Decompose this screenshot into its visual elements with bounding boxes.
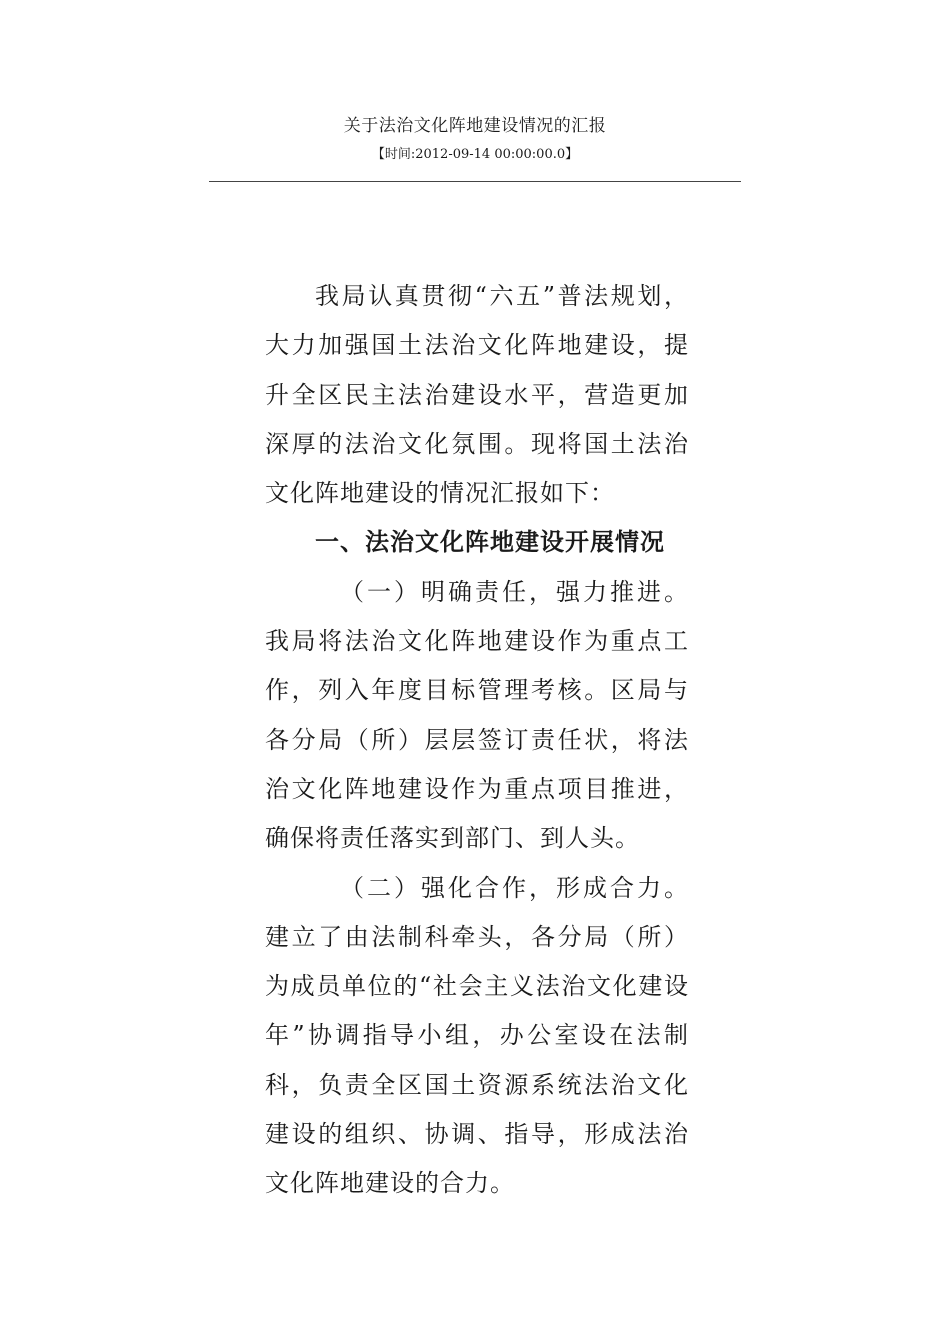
item-paragraph-2: （二）强化合作，形成合力。建立了由法制科牵头，各分局（所）为成员单位的“社会主义法治文化建设年”协调指导小组，办公室设在法制科，负责全区国土资源系统法治文化建设的组织、协调、指导，形成法治文化阵地建设的合力。 bbox=[265, 873, 689, 1198]
title-divider bbox=[209, 181, 741, 182]
document-title: 关于法治文化阵地建设情况的汇报 bbox=[343, 116, 607, 136]
item-paragraph-1: （一）明确责任，强力推进。我局将法治文化阵地建设作为重点工作，列入年度目标管理考核。区局与各分局（所）层层签订责任状，将法治文化阵地建设作为重点项目推进，确保将责任落实到部门、到人头。 bbox=[265, 577, 689, 853]
intro-paragraph: 我局认真贯彻“六五”普法规划，大力加强国土法治文化阵地建设，提升全区民主法治建设水平，营造更加深厚的法治文化氛围。现将国土法治文化阵地建设的情况汇报如下： bbox=[265, 282, 689, 508]
section-heading: 一、法治文化阵地建设开展情况 bbox=[315, 528, 665, 557]
document-timestamp: 【时间:2012-09-14 00:00:00.0】 bbox=[371, 147, 579, 162]
document-body bbox=[265, 272, 689, 1209]
